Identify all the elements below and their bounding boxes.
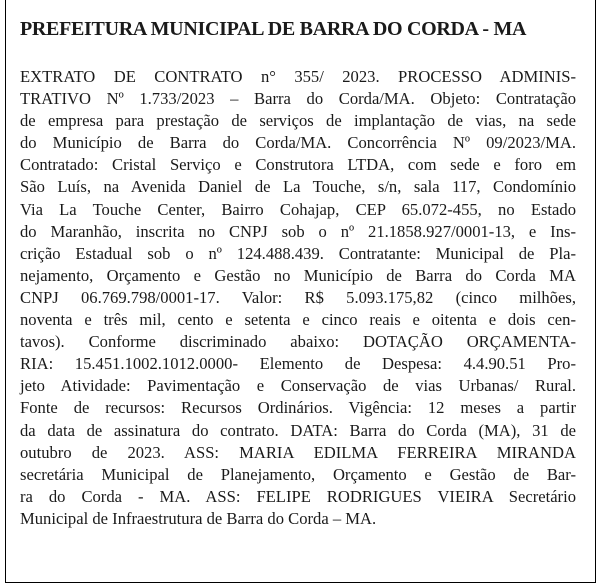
- body-line-11: CNPJ 06.769.798/0001-17. Valor: R$ 5.093.175,82 (cinco milhões,: [20, 287, 576, 307]
- body-line-15: jeto Atividade: Pavimentação e Conservação de vias Urbanas/ Rural.: [20, 376, 576, 396]
- body-line-12: noventa e três mil, cento e setenta e cinco reais e oitenta e dois cen-: [20, 310, 576, 330]
- body-line-2: TRATIVO Nº 1.733/2023 – Barra do Corda/MA. Objeto: Contratação: [20, 89, 576, 109]
- body-line-4: do Município de Barra do Corda/MA. Concorrência Nº 09/2023/MA.: [20, 133, 576, 153]
- body-line-10: nejamento, Orçamento e Gestão no Município de Barra do Corda MA: [20, 265, 576, 285]
- body-line-17: da data de assinatura do contrato. DATA: Barra do Corda (MA), 31 de: [20, 420, 576, 440]
- body-line-3: de empresa para prestação de serviços de implantação de vias, na sede: [20, 111, 576, 131]
- body-line-5: Contratado: Cristal Serviço e Construtora LTDA, com sede e foro em: [20, 155, 576, 175]
- body-line-1: EXTRATO DE CONTRATO n° 355/ 2023. PROCESSO ADMINIS-: [20, 67, 576, 86]
- body-line-14: RIA: 15.451.1002.1012.0000- Elemento de Despesa: 4.4.90.51 Pro-: [20, 354, 576, 374]
- body-line-16: Fonte de recursos: Recursos Ordinários. Vigência: 12 meses a partir: [20, 398, 576, 418]
- document-title: PREFEITURA MUNICIPAL DE BARRA DO CORDA - MA: [20, 18, 527, 40]
- body-line-7: Via La Touche Center, Bairro Cohajap, CEP 65.072-455, no Estado: [20, 199, 576, 219]
- body-line-13: tavos). Conforme discriminado abaixo: DOTAÇÃO ORÇAMENTA-: [20, 332, 576, 352]
- body-line-6: São Luís, na Avenida Daniel de La Touche, s/n, sala 117, Condomínio: [20, 177, 576, 197]
- body-line-18: outubro de 2023. ASS: MARIA EDILMA FERREIRA MIRANDA: [20, 442, 576, 462]
- body-line-20: ra do Corda - MA. ASS: FELIPE RODRIGUES VIEIRA Secretário: [20, 486, 576, 506]
- body-line-21: Municipal de Infraestrutura de Barra do Corda – MA.: [20, 508, 377, 528]
- contract-extract-body: [20, 66, 576, 530]
- body-line-8: do Maranhão, inscrita no CNPJ sob o nº 21.1858.927/0001-13, e Ins-: [20, 221, 576, 241]
- body-line-9: crição Estadual sob o nº 124.488.439. Contratante: Municipal de Pla-: [20, 243, 576, 263]
- body-line-19: secretária Municipal de Planejamento, Orçamento e Gestão de Bar-: [20, 464, 576, 484]
